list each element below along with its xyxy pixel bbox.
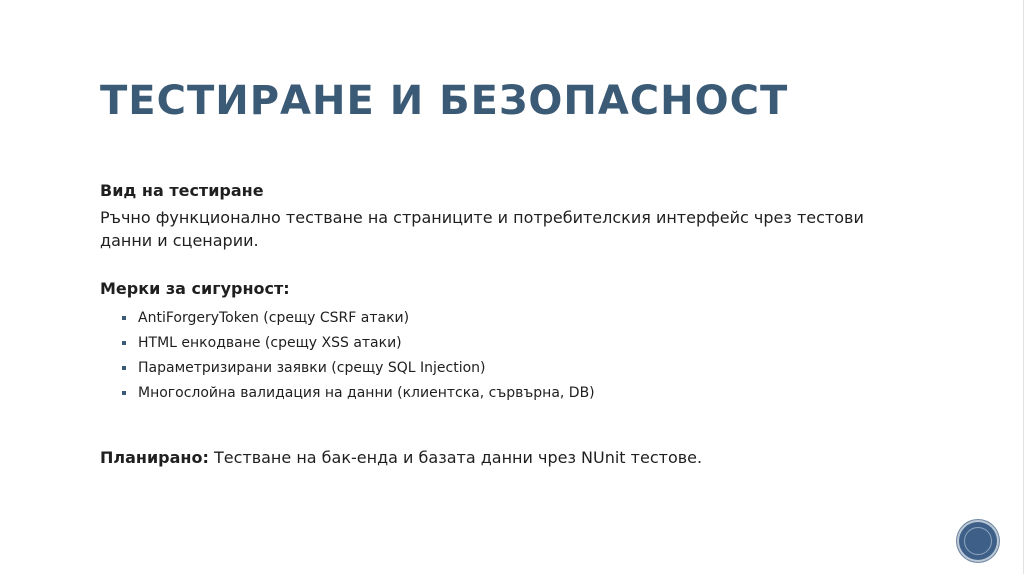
list-item: [100, 356, 920, 381]
badge-ring: [964, 527, 992, 555]
bullet-square-icon: [122, 341, 126, 345]
planned-note: [100, 446, 920, 469]
list-item: [100, 306, 920, 331]
list-item-text: HTML енкодване (срещу XSS атаки): [138, 335, 402, 351]
list-item-text: Параметризирани заявки (срещу SQL Injection): [138, 360, 486, 376]
bullet-square-icon: [122, 316, 126, 320]
spacer: [100, 252, 920, 278]
spacer: [100, 406, 920, 446]
security-heading: Мерки за сигурност:: [100, 279, 290, 298]
security-measures-list: [100, 306, 920, 406]
bullet-square-icon: [122, 391, 126, 395]
list-item: [100, 381, 920, 406]
slide-title: ТЕСТИРАНЕ И БЕЗОПАСНОСТ: [100, 78, 789, 124]
bullet-square-icon: [122, 366, 126, 370]
planned-text: Тестване на бак-енда и базата данни чрез NUnit тестове.: [208, 448, 703, 467]
list-item-text: Многослойна валидация на данни (клиентска, сървърна, DB): [138, 385, 595, 401]
list-item-text: AntiForgeryToken (срещу CSRF атаки): [138, 310, 410, 326]
testing-heading: Вид на тестиране: [100, 181, 264, 200]
testing-description: Ръчно функционално тестване на страниците и потребителския интерфейс чрез тестови данни и сценарии.: [100, 208, 864, 250]
list-item: [100, 331, 920, 356]
slide-content: [100, 180, 920, 469]
slide-badge-icon: [959, 522, 997, 560]
planned-label: Планирано:: [100, 448, 209, 467]
